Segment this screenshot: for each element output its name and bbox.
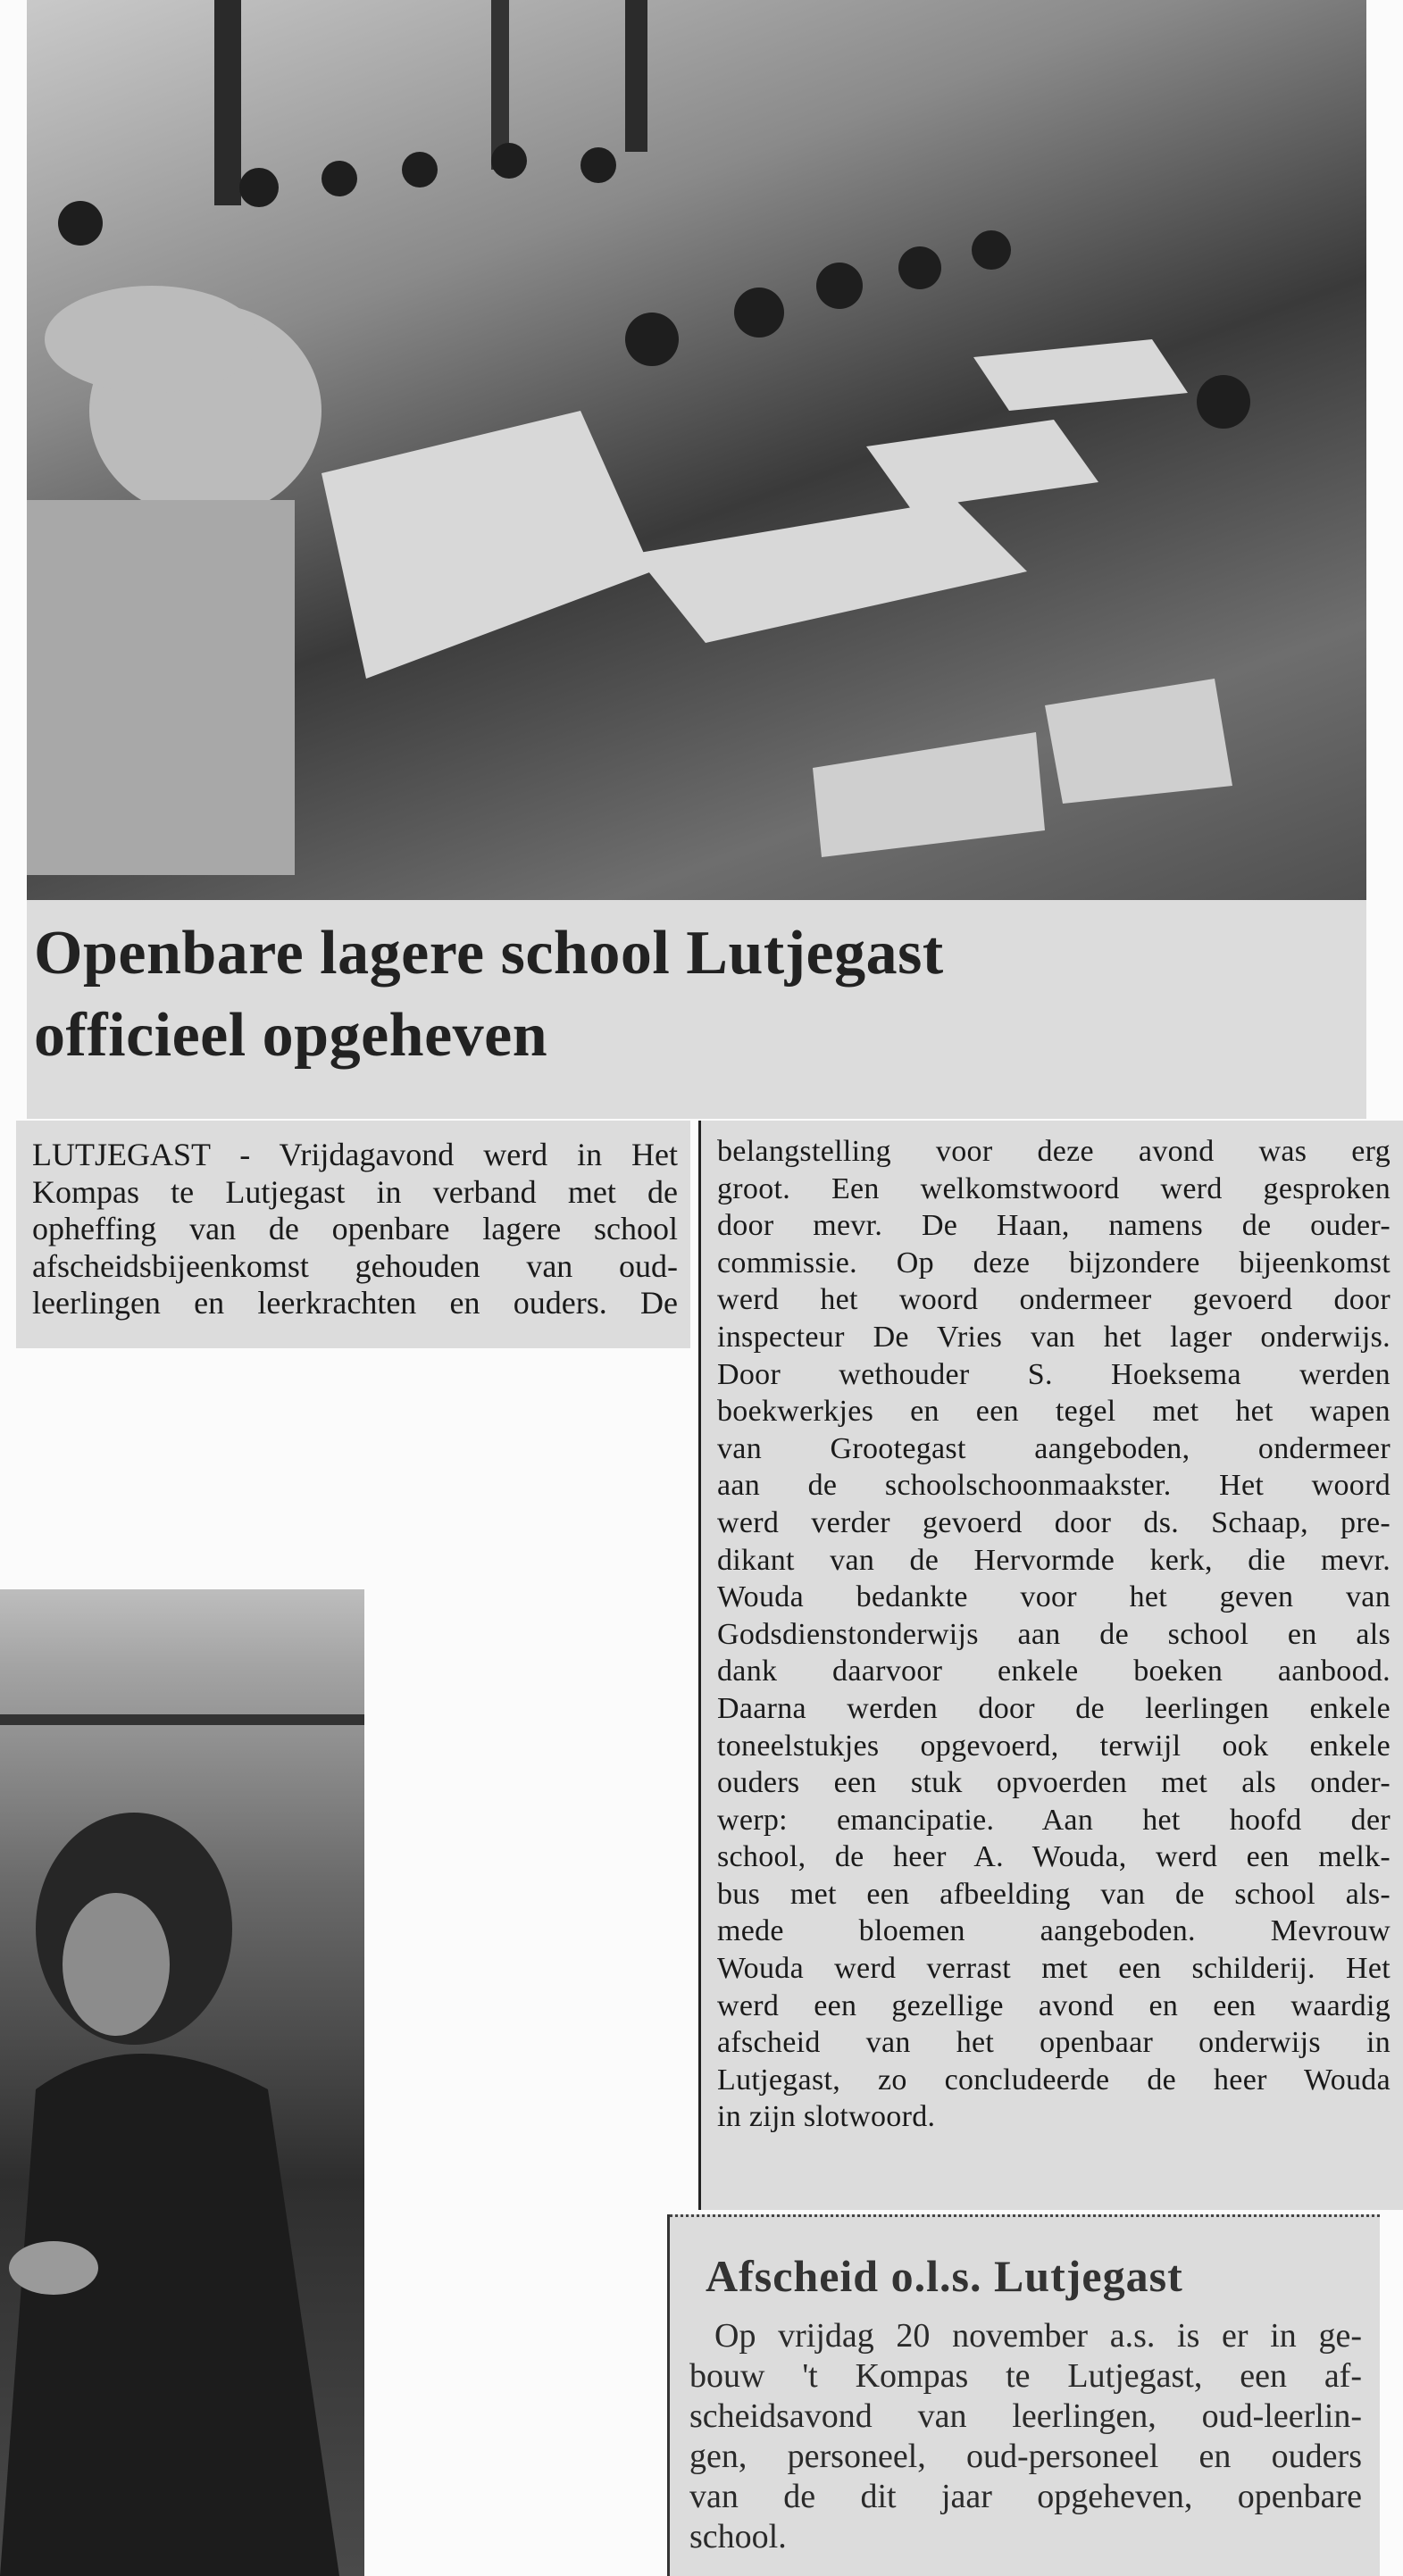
- text-line: Wouda werd verrast met een schilderij. Het: [717, 1952, 1390, 1986]
- text-line: scheidsavond van leerlingen, oud-leerlin-: [689, 2397, 1362, 2435]
- text-line: Wouda bedankte voor het geven van: [717, 1580, 1390, 1614]
- text-line: inspecteur De Vries van het lager onderwijs.: [717, 1320, 1390, 1354]
- photo-meeting-hall-image: [27, 0, 1366, 902]
- photo-meeting-hall: [27, 0, 1366, 902]
- notice-title: Afscheid o.l.s. Lutjegast: [706, 2251, 1183, 2301]
- text-line: werd verder gevoerd door ds. Schaap, pre-: [717, 1505, 1390, 1539]
- photo-speaker: [0, 1589, 364, 2576]
- text-line: LUTJEGAST - Vrijdagavond werd in Het: [32, 1137, 678, 1172]
- article-text-right: [717, 1133, 1390, 2136]
- text-line: werp: emancipatie. Aan het hoofd der: [717, 1803, 1390, 1837]
- text-line: mede bloemen aangeboden. Mevrouw: [717, 1914, 1390, 1948]
- text-line: groot. Een welkomstwoord werd gesproken: [717, 1171, 1390, 1205]
- text-line: van Grootegast aangeboden, ondermeer: [717, 1431, 1390, 1465]
- text-line: bus met een afbeelding van de school als-: [717, 1877, 1390, 1911]
- text-line: dank daarvoor enkele boeken aanbood.: [717, 1655, 1390, 1688]
- text-line: afscheidsbijeenkomst gehouden van oud-: [32, 1247, 678, 1284]
- text-line: gen, personeel, oud-personeel en ouders: [689, 2438, 1362, 2475]
- text-line: Godsdienstonderwijs aan de school en als: [717, 1617, 1390, 1651]
- text-line: in zijn slotwoord.: [717, 2100, 936, 2134]
- article-column-right: [698, 1121, 1403, 2210]
- notice-text: [689, 2316, 1362, 2557]
- text-line: belangstelling voor deze avond was erg: [717, 1135, 1390, 1168]
- text-line: werd het woord ondermeer gevoerd door: [717, 1283, 1390, 1317]
- notice-box: [667, 2214, 1380, 2576]
- text-line: werd een gezellige avond en een waardig: [717, 1988, 1390, 2022]
- text-line: Kompas te Lutjegast in verband met de: [32, 1173, 678, 1210]
- text-line: school.: [689, 2518, 787, 2555]
- text-line: Op vrijdag 20 november a.s. is er in ge-: [714, 2317, 1362, 2355]
- text-line: Daarna werden door de leerlingen enkele: [717, 1691, 1390, 1725]
- headline-block: [27, 900, 1366, 1119]
- text-line: Door wethouder S. Hoeksema werden: [717, 1357, 1390, 1391]
- text-line: school, de heer A. Wouda, werd een melk-: [717, 1840, 1390, 1874]
- article-text-left: [32, 1137, 678, 1322]
- text-line: van de dit jaar opgeheven, openbare: [689, 2478, 1362, 2515]
- headline-line-1: Openbare lagere school Lutjegast: [34, 919, 944, 988]
- text-line: leerlingen en leerkrachten en ouders. De: [32, 1285, 678, 1321]
- text-line: bouw 't Kompas te Lutjegast, een af-: [689, 2357, 1362, 2395]
- text-line: commissie. Op deze bijzondere bijeenkomst: [717, 1246, 1390, 1280]
- photo-speaker-image: [0, 1589, 364, 2576]
- text-line: ouders een stuk opvoerden met als onder-: [717, 1766, 1390, 1800]
- text-line: opheffing van de openbare lagere school: [32, 1211, 678, 1246]
- headline-line-2: officieel opgeheven: [34, 1001, 548, 1070]
- text-line: boekwerkjes en een tegel met het wapen: [717, 1395, 1390, 1429]
- text-line: afscheid van het openbaar onderwijs in: [717, 2026, 1390, 2060]
- torn-edge: [670, 2214, 1380, 2226]
- article-column-left: [16, 1121, 690, 1348]
- text-line: toneelstukjes opgevoerd, terwijl ook enkele: [717, 1729, 1390, 1763]
- text-line: Lutjegast, zo concludeerde de heer Wouda: [717, 2063, 1390, 2097]
- text-line: door mevr. De Haan, namens de ouder-: [717, 1209, 1390, 1243]
- text-line: dikant van de Hervormde kerk, die mevr.: [717, 1543, 1390, 1577]
- text-line: aan de schoolschoonmaakster. Het woord: [717, 1469, 1390, 1503]
